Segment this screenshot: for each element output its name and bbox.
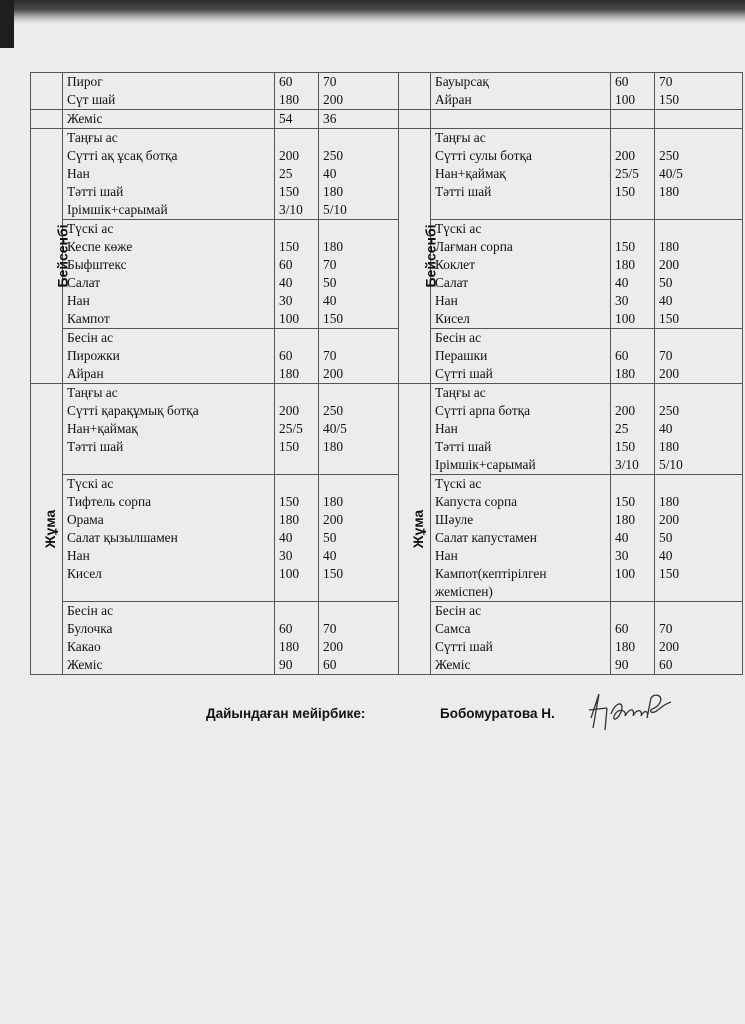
value	[323, 475, 394, 493]
value: 60	[323, 657, 337, 672]
item: Ірімшік+сарымай	[67, 202, 168, 217]
value: 150	[323, 311, 344, 326]
fri-left-lunch-v2	[319, 475, 399, 602]
value: 250	[323, 403, 344, 418]
value	[659, 129, 738, 147]
meal-heading: Таңғы ас	[435, 130, 486, 145]
fri-right-breakfast-items	[431, 384, 611, 475]
item: Ірімшік+сарымай	[435, 457, 536, 472]
item: Тәтті шай	[67, 184, 124, 199]
meal-heading: Таңғы ас	[435, 385, 486, 400]
meal-heading: Түскі ас	[435, 221, 482, 236]
fri-left-snack-items	[63, 602, 275, 675]
meal-heading: Бесін ас	[435, 330, 482, 345]
item: Нан	[435, 293, 458, 308]
day-label: Жұма	[42, 509, 59, 548]
prepared-by-label: Дайындаған мейірбике:	[206, 706, 366, 721]
day-label-thursday-right	[399, 129, 439, 384]
value	[279, 329, 314, 347]
thu-left-snack-v2	[319, 329, 399, 384]
value: 150	[615, 494, 636, 509]
value: 60	[279, 74, 293, 89]
value	[659, 384, 738, 402]
value	[323, 329, 394, 347]
fri-right-lunch-v2	[655, 475, 743, 602]
value: 5/10	[323, 202, 347, 217]
fri-left-breakfast-v1	[275, 384, 319, 475]
meal-heading: Түскі ас	[67, 221, 114, 236]
value: 180	[659, 439, 680, 454]
value: 100	[615, 92, 636, 107]
item: Нан	[435, 548, 458, 563]
value: 200	[659, 257, 680, 272]
value	[279, 129, 314, 147]
top-fruit-row	[31, 110, 743, 129]
value	[323, 602, 394, 620]
value: 60	[615, 621, 629, 636]
item: Салат	[435, 275, 469, 290]
item: Сүтті қарақұмық ботқа	[67, 403, 199, 418]
value: 200	[323, 92, 344, 107]
value: 200	[659, 512, 680, 527]
fri-left-snack-v1	[275, 602, 319, 675]
value	[659, 220, 738, 238]
item: Капуста сорпа	[435, 494, 518, 509]
item: Орама	[67, 512, 104, 527]
value: 200	[323, 512, 344, 527]
value: 180	[323, 494, 344, 509]
value	[323, 129, 394, 147]
value: 70	[659, 348, 673, 363]
thu-right-breakfast-v1	[611, 129, 655, 220]
value	[659, 329, 738, 347]
fruit-v1	[275, 110, 319, 129]
value: 60	[615, 348, 629, 363]
value: 30	[615, 293, 629, 308]
value: 180	[659, 184, 680, 199]
side-cell	[399, 110, 431, 129]
item: Коклет	[435, 257, 475, 272]
value	[659, 475, 738, 493]
fri-right-snack-items	[431, 602, 611, 675]
value: 150	[279, 184, 300, 199]
item: Нан+қаймақ	[67, 421, 138, 436]
thu-right-snack-items	[431, 329, 611, 384]
value	[279, 602, 314, 620]
top-right-items	[431, 73, 611, 110]
meal-heading: Таңғы ас	[67, 385, 118, 400]
friday-breakfast-row	[31, 384, 743, 475]
value: 25/5	[615, 166, 639, 181]
item: Салат	[67, 275, 101, 290]
value: 3/10	[615, 457, 639, 472]
value: 200	[279, 148, 300, 163]
value: 30	[279, 548, 293, 563]
meal-heading: Таңғы ас	[67, 130, 118, 145]
value: 200	[659, 639, 680, 654]
value: 90	[615, 657, 629, 672]
value: 150	[659, 566, 680, 581]
item: Булочка	[67, 621, 113, 636]
thu-left-breakfast-v1	[275, 129, 319, 220]
value: 200	[659, 366, 680, 381]
item: Кеспе көже	[67, 239, 133, 254]
value: 40	[323, 548, 337, 563]
item: Сүтті сулы ботқа	[435, 148, 532, 163]
value: 200	[615, 403, 636, 418]
top-right-v2	[655, 73, 743, 110]
day-label-friday-right	[399, 384, 431, 675]
value	[615, 329, 650, 347]
value: 50	[323, 530, 337, 545]
value: 60	[279, 348, 293, 363]
item: Айран	[67, 366, 104, 381]
empty-cell	[655, 110, 743, 129]
value	[279, 220, 314, 238]
item: Айран	[435, 92, 472, 107]
item: Жеміс	[67, 111, 103, 126]
fri-right-lunch-items	[431, 475, 611, 602]
value: 200	[615, 148, 636, 163]
value: 200	[279, 403, 300, 418]
item: Жеміс	[67, 657, 103, 672]
thu-right-snack-v2	[655, 329, 743, 384]
fri-right-breakfast-v2	[655, 384, 743, 475]
item: Нан	[67, 293, 90, 308]
value: 25	[279, 166, 293, 181]
item: Нан	[435, 421, 458, 436]
meal-heading: Бесін ас	[67, 330, 114, 345]
value: 180	[615, 512, 636, 527]
day-label-friday-left	[31, 384, 63, 675]
value: 180	[279, 512, 300, 527]
friday-lunch-row	[31, 475, 743, 602]
value: 180	[659, 494, 680, 509]
value: 40/5	[659, 166, 683, 181]
value	[323, 220, 394, 238]
value: 50	[659, 530, 673, 545]
item: Сүтті шай	[435, 639, 493, 654]
value	[615, 384, 650, 402]
value: 100	[615, 311, 636, 326]
value: 60	[279, 257, 293, 272]
value: 90	[279, 657, 293, 672]
item: Кампот(кептірілген жеміспен)	[435, 566, 547, 599]
thursday-snack-row	[31, 329, 743, 384]
value: 150	[615, 439, 636, 454]
value: 150	[659, 311, 680, 326]
value: 40	[659, 421, 673, 436]
friday-snack-row	[31, 602, 743, 675]
value: 250	[659, 148, 680, 163]
empty-cell	[431, 110, 611, 129]
item: Бауырсақ	[435, 74, 489, 89]
value: 100	[279, 566, 300, 581]
value: 150	[279, 439, 300, 454]
item: Какао	[67, 639, 101, 654]
fri-right-snack-v1	[611, 602, 655, 675]
value: 250	[659, 403, 680, 418]
item: Сүтті арпа ботқа	[435, 403, 531, 418]
fri-left-breakfast-items	[63, 384, 275, 475]
value: 70	[323, 348, 337, 363]
value: 30	[615, 548, 629, 563]
item: Сүтті ақ ұсақ ботқа	[67, 148, 178, 163]
value: 200	[323, 639, 344, 654]
item: Тәтті шай	[435, 439, 492, 454]
item: Нан	[67, 166, 90, 181]
value: 150	[323, 566, 344, 581]
fri-left-breakfast-v2	[319, 384, 399, 475]
menu-table	[30, 72, 743, 675]
value: 70	[323, 74, 337, 89]
value: 40	[279, 530, 293, 545]
top-left-items	[63, 73, 275, 110]
value: 100	[279, 311, 300, 326]
item: Пирог	[67, 74, 103, 89]
top-left-v2	[319, 73, 399, 110]
day-label-thursday-left	[31, 129, 71, 384]
value: 70	[323, 621, 337, 636]
item: Самса	[435, 621, 471, 636]
top-row	[31, 73, 743, 110]
fri-left-lunch-items	[63, 475, 275, 602]
value: 36	[323, 111, 337, 126]
thu-right-lunch-v1	[611, 220, 655, 329]
value: 180	[279, 639, 300, 654]
value: 180	[279, 366, 300, 381]
fri-right-lunch-v1	[611, 475, 655, 602]
value: 150	[279, 239, 300, 254]
value: 40	[323, 166, 337, 181]
value: 70	[659, 74, 673, 89]
value	[279, 384, 314, 402]
value: 250	[323, 148, 344, 163]
meal-heading: Бесін ас	[67, 603, 114, 618]
value: 54	[279, 111, 293, 126]
top-right-side	[399, 73, 431, 110]
value: 40/5	[323, 421, 347, 436]
item: Кампот	[67, 311, 110, 326]
item: Шәуле	[435, 512, 474, 527]
thu-right-lunch-items	[431, 220, 611, 329]
value: 70	[659, 621, 673, 636]
value: 40	[615, 275, 629, 290]
value: 50	[659, 275, 673, 290]
item: Нан	[67, 548, 90, 563]
fruit-v2	[319, 110, 399, 129]
value: 70	[323, 257, 337, 272]
value: 25	[615, 421, 629, 436]
value	[615, 129, 650, 147]
item: Тәтті шай	[435, 184, 492, 199]
value: 180	[615, 639, 636, 654]
empty-cell	[611, 110, 655, 129]
value: 180	[323, 239, 344, 254]
meal-heading: Түскі ас	[435, 476, 482, 491]
value: 180	[615, 366, 636, 381]
item: Нан+қаймақ	[435, 166, 506, 181]
value: 30	[279, 293, 293, 308]
item: Кисел	[67, 566, 102, 581]
item: Сүтті шай	[435, 366, 493, 381]
thu-right-breakfast-items	[431, 129, 611, 220]
top-left-v1	[275, 73, 319, 110]
item: Лағман сорпа	[435, 239, 513, 254]
value: 180	[615, 257, 636, 272]
meal-heading: Түскі ас	[67, 476, 114, 491]
thu-left-snack-v1	[275, 329, 319, 384]
thu-left-breakfast-v2	[319, 129, 399, 220]
value: 60	[659, 657, 673, 672]
fri-right-breakfast-v1	[611, 384, 655, 475]
value: 100	[615, 566, 636, 581]
value: 60	[615, 74, 629, 89]
thu-left-lunch-v2	[319, 220, 399, 329]
value: 40	[615, 530, 629, 545]
item: Быфштекс	[67, 257, 127, 272]
value: 180	[279, 92, 300, 107]
value	[615, 220, 650, 238]
fri-left-snack-v2	[319, 602, 399, 675]
value: 200	[323, 366, 344, 381]
thu-left-lunch-items	[63, 220, 275, 329]
item: Сүт шай	[67, 92, 116, 107]
value	[615, 602, 650, 620]
value: 150	[615, 239, 636, 254]
value: 60	[279, 621, 293, 636]
value: 150	[279, 494, 300, 509]
item: Салат қызылшамен	[67, 530, 178, 545]
item: Тифтель сорпа	[67, 494, 152, 509]
thu-left-breakfast-items	[63, 129, 275, 220]
thu-right-snack-v1	[611, 329, 655, 384]
thu-right-lunch-v2	[655, 220, 743, 329]
side-cell	[31, 110, 63, 129]
value: 150	[659, 92, 680, 107]
value	[615, 475, 650, 493]
value: 50	[323, 275, 337, 290]
value: 40	[323, 293, 337, 308]
item: Пирожки	[67, 348, 120, 363]
item: Жеміс	[435, 657, 471, 672]
top-left-side	[31, 73, 63, 110]
value: 3/10	[279, 202, 303, 217]
value: 25/5	[279, 421, 303, 436]
value: 180	[323, 439, 344, 454]
value	[659, 602, 738, 620]
fri-right-snack-v2	[655, 602, 743, 675]
item: Перашки	[435, 348, 488, 363]
value	[279, 475, 314, 493]
value: 5/10	[659, 457, 683, 472]
item: Салат капустамен	[435, 530, 537, 545]
thursday-breakfast-row	[31, 129, 743, 220]
fruit-cell	[63, 110, 275, 129]
value	[323, 384, 394, 402]
thursday-lunch-row	[31, 220, 743, 329]
day-label: Бейсенбі	[422, 223, 439, 288]
meal-heading: Бесін ас	[435, 603, 482, 618]
value: 150	[615, 184, 636, 199]
day-label: Бейсенбі	[54, 223, 71, 288]
value: 40	[659, 293, 673, 308]
item: Тәтті шай	[67, 439, 124, 454]
value: 40	[659, 548, 673, 563]
item: Кисел	[435, 311, 470, 326]
thu-left-lunch-v1	[275, 220, 319, 329]
nurse-name: Бобомуратова Н.	[440, 706, 555, 721]
value: 180	[323, 184, 344, 199]
fri-left-lunch-v1	[275, 475, 319, 602]
top-right-v1	[611, 73, 655, 110]
value: 40	[279, 275, 293, 290]
handwritten-signature	[585, 688, 685, 736]
thu-left-snack-items	[63, 329, 275, 384]
value: 180	[659, 239, 680, 254]
thu-right-breakfast-v2	[655, 129, 743, 220]
day-label: Жұма	[410, 509, 427, 548]
